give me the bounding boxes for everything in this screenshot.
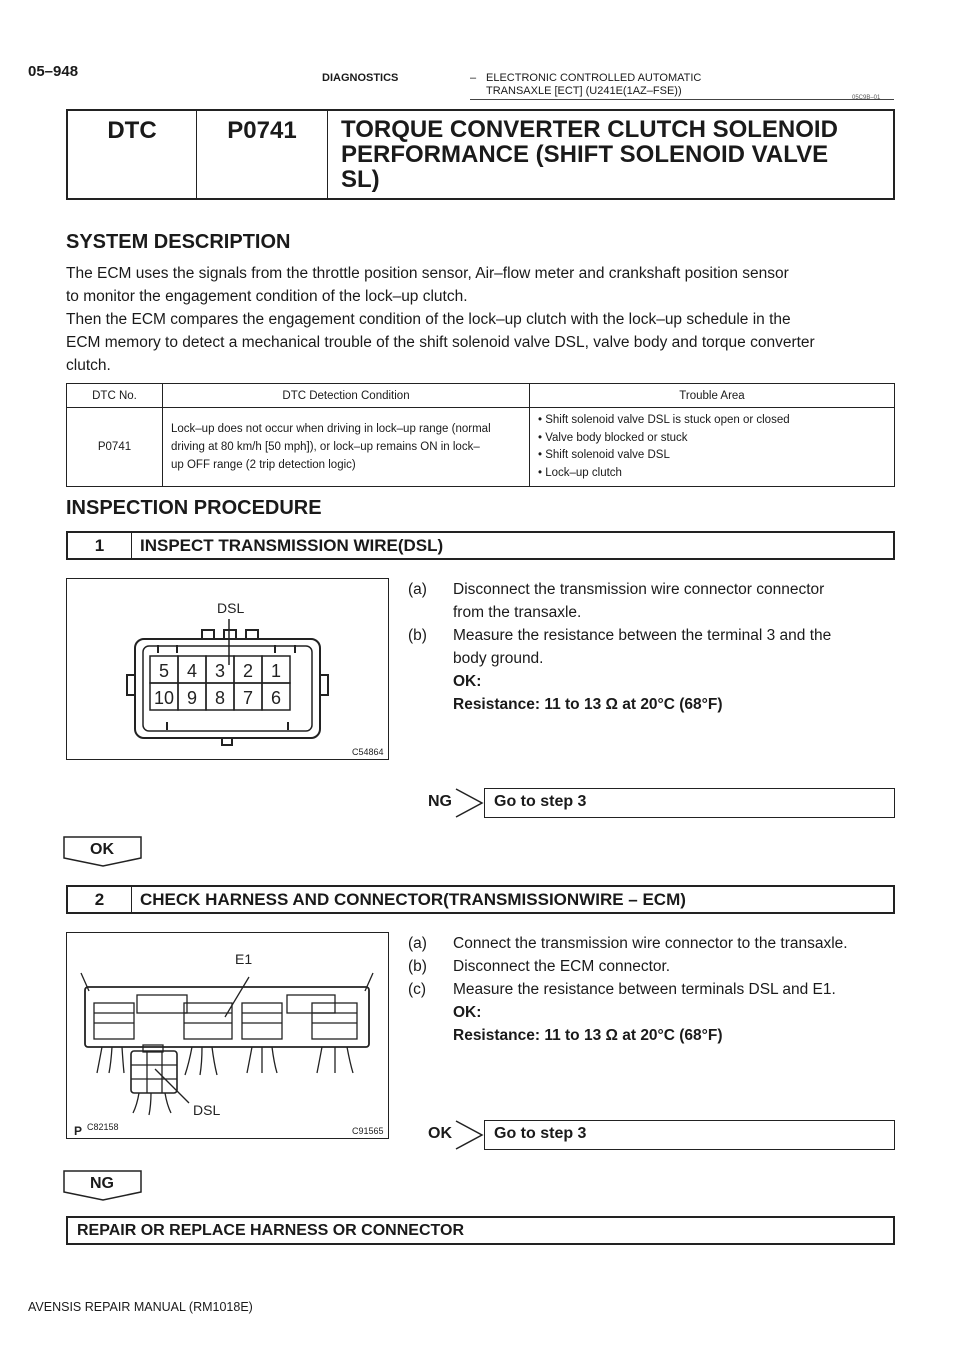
text-line: driving at 80 km/h [50 mph]), or lock–up remains ON in lock– <box>171 441 480 453</box>
list-item: • Lock–up clutch <box>538 466 622 479</box>
ng-flow-label: NG <box>90 1175 114 1192</box>
instruction-label: (b) <box>408 958 427 975</box>
step-1-bar <box>66 531 895 560</box>
ok-label: OK: <box>453 1004 482 1021</box>
text-line: from the transaxle. <box>453 604 582 621</box>
dtc-title-line: SL) <box>341 166 380 193</box>
doc-code: 05C9B–01 <box>852 95 881 101</box>
instruction-b <box>408 955 898 978</box>
transmission-connector <box>131 1051 177 1093</box>
dtc-table <box>66 383 895 487</box>
figure-code: C54864 <box>352 747 384 757</box>
step-title: INSPECT TRANSMISSION WIRE(DSL) <box>140 536 444 555</box>
pin-number: 7 <box>242 688 254 708</box>
dtc-code: P0741 <box>197 111 328 198</box>
trouble-area-cell <box>530 408 895 487</box>
ecm-slot <box>137 995 187 1013</box>
pin-number: 8 <box>214 688 226 708</box>
col-header-dtc-no: DTC No. <box>67 384 163 408</box>
text-line: ECM memory to detect a mechanical trouble of the shift solenoid valve DSL, valve body and torque converter <box>66 334 815 351</box>
instruction-label: (a) <box>408 581 427 598</box>
result-arrow-icon <box>454 788 486 818</box>
result-arrow-icon <box>454 1120 486 1150</box>
go-to-step-3-link[interactable]: Go to step 3 <box>484 1120 895 1150</box>
resistance-spec: Resistance: 11 to 13 Ω at 20°C (68°F) <box>453 1027 723 1044</box>
text-line: to monitor the engagement condition of the lock–up clutch. <box>66 288 468 305</box>
pin-number: 9 <box>186 688 198 708</box>
connector-top-lug <box>246 630 258 639</box>
text-line: Then the ECM compares the engagement condition of the lock–up clutch with the lock–up schedule in the <box>66 311 791 328</box>
dtc-title-line: PERFORMANCE (SHIFT SOLENOID VALVE <box>341 141 829 168</box>
ok-flow-label: OK <box>90 841 114 858</box>
figure-code: C91565 <box>352 1126 384 1136</box>
e1-leader-line <box>225 977 249 1017</box>
pin-number: 4 <box>186 661 198 681</box>
dsl-label: DSL <box>193 1102 221 1118</box>
dtc-no-cell: P0741 <box>67 408 163 487</box>
pin-number: 6 <box>270 688 282 708</box>
repair-action-box: REPAIR OR REPLACE HARNESS OR CONNECTOR <box>66 1216 895 1245</box>
header-dash: – <box>470 72 477 84</box>
ok-label: OK: <box>453 673 482 690</box>
wire-bundle <box>185 1047 217 1075</box>
pin-number: 3 <box>214 661 226 681</box>
wire-bundle <box>317 1047 353 1073</box>
step-number: 2 <box>68 887 132 912</box>
instruction-label: (c) <box>408 981 427 998</box>
ecm-connector-block <box>242 1003 282 1039</box>
text-line: The ECM uses the signals from the throttle position sensor, Air–flow meter and crankshaft position sensor <box>66 265 789 282</box>
inspection-procedure-heading: INSPECTION PROCEDURE <box>66 497 322 519</box>
text-line: Disconnect the ECM connector. <box>453 958 671 975</box>
figure-code: C82158 <box>87 1122 119 1132</box>
resistance-spec: Resistance: 11 to 13 Ω at 20°C (68°F) <box>453 696 723 713</box>
table-row <box>67 408 895 487</box>
header-title-line2: TRANSAXLE [ECT] (U241E(1AZ–FSE)) <box>486 85 682 97</box>
dtc-title-line: TORQUE CONVERTER CLUTCH SOLENOID <box>341 116 838 143</box>
dsl-label: DSL <box>217 600 245 616</box>
connector-side-tab-left <box>127 675 135 695</box>
text-line: Measure the resistance between the terminal 3 and the <box>453 627 832 644</box>
connector-top-lug <box>202 630 214 639</box>
col-header-trouble-area: Trouble Area <box>530 384 895 408</box>
text-line: Disconnect the transmission wire connector connector <box>453 581 825 598</box>
ecm-connector-figure <box>66 932 389 1139</box>
step-number: 1 <box>68 533 132 558</box>
ecm-slot <box>287 995 335 1013</box>
col-header-condition: DTC Detection Condition <box>163 384 530 408</box>
transmission-connector-diagram <box>67 579 387 758</box>
connector-top-lug <box>224 630 236 639</box>
detection-condition-cell <box>163 408 530 487</box>
system-description-heading: SYSTEM DESCRIPTION <box>66 231 291 253</box>
footer-manual-title: AVENSIS REPAIR MANUAL (RM1018E) <box>28 1300 253 1314</box>
instruction-a <box>408 932 898 955</box>
pin-number: 2 <box>242 661 254 681</box>
connector-bottom-key <box>222 738 232 745</box>
text-line: Connect the transmission wire connector to the transaxle. <box>453 935 848 952</box>
figure-mark: P <box>74 1124 83 1137</box>
step-2-bar <box>66 885 895 914</box>
connector-side-tab-right <box>320 675 328 695</box>
dtc-title-box <box>66 109 895 200</box>
dtc-title <box>328 111 893 198</box>
pin-number: 5 <box>158 661 170 681</box>
step-title: CHECK HARNESS AND CONNECTOR(TRANSMISSIONWIRE – ECM) <box>140 890 686 909</box>
list-item: • Shift solenoid valve DSL <box>538 449 670 461</box>
instruction-label: (a) <box>408 935 427 952</box>
instruction-a <box>408 578 898 624</box>
ecm-connector-block <box>94 1003 134 1039</box>
header-title-line1: ELECTRONIC CONTROLLED AUTOMATIC <box>486 72 702 84</box>
pin-number: 10 <box>153 688 175 708</box>
connector-figure-1 <box>66 578 389 760</box>
ecm-connector-block <box>184 1003 232 1039</box>
system-description-text <box>66 262 896 377</box>
ecm-body <box>85 987 369 1047</box>
text-line: Lock–up does not occur when driving in lock–up range (normal <box>171 423 491 435</box>
wire-bundle <box>97 1047 124 1073</box>
e1-label: E1 <box>235 951 253 967</box>
dtc-label: DTC <box>68 111 197 198</box>
wire-bundle <box>247 1047 277 1073</box>
wire-bundle <box>133 1093 171 1115</box>
instruction-label: (b) <box>408 627 427 644</box>
text-line: clutch. <box>66 357 111 374</box>
go-to-step-3-link[interactable]: Go to step 3 <box>484 788 895 818</box>
table-header-row <box>67 384 895 408</box>
result-tag-ok: OK <box>428 1125 452 1142</box>
dsl-leader-line <box>155 1069 189 1103</box>
instruction-c <box>408 978 898 1047</box>
section-name: DIAGNOSTICS <box>322 72 399 84</box>
instruction-b <box>408 624 898 716</box>
pin-number: 1 <box>270 661 282 681</box>
text-line: body ground. <box>453 650 544 667</box>
text-line: up OFF range (2 trip detection logic) <box>171 459 356 471</box>
step-1-instructions <box>408 578 898 716</box>
result-tag-ng: NG <box>428 793 452 810</box>
ecm-harness-diagram <box>67 933 387 1137</box>
page-number: 05–948 <box>28 63 79 80</box>
list-item: • Valve body blocked or stuck <box>538 431 688 444</box>
step-2-instructions <box>408 932 898 1047</box>
list-item: • Shift solenoid valve DSL is stuck open or closed <box>538 414 790 426</box>
header-rule <box>470 99 894 100</box>
text-line: Measure the resistance between terminals DSL and E1. <box>453 981 836 998</box>
